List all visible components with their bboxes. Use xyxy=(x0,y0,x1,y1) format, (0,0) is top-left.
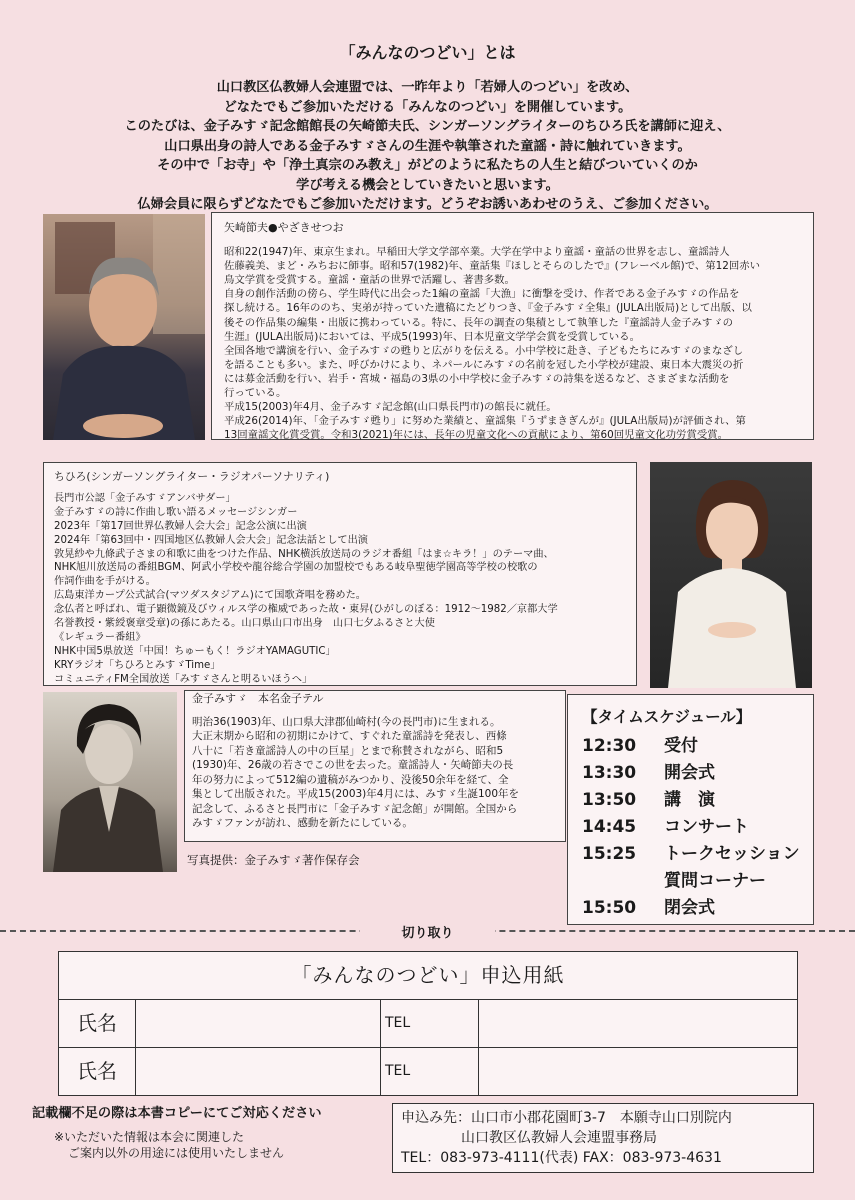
schedule-event: 講 演 xyxy=(664,790,715,810)
bio-line: 13回童謡文化賞受賞。令和3(2021)年には、長年の児童文化への貢献により、第60回児童文化功労賞受賞。 xyxy=(224,429,729,442)
tel-label: TEL xyxy=(381,1048,479,1095)
schedule-event: トークセッション xyxy=(664,844,800,864)
bio-line: KRYラジオ「ちひろとみすゞTime」 xyxy=(54,659,221,671)
schedule-event: 開会式 xyxy=(664,763,715,783)
bio-line: 昭和22(1947)年、東京生まれ。早稲田大学文学部卒業。大学在学中より童謡・童話の世界を志し、童謡詩人 xyxy=(224,246,730,259)
bio-line: 探し続ける。16年ののち、実弟が持っていた遺稿にたどりつき、『金子みすゞ全集』(JULA出版局)として出版、以 xyxy=(224,302,752,315)
bio-line: 鳥文学賞を受賞する。童謡・童話の世界で活躍し、著書多数。 xyxy=(224,274,515,287)
intro-text xyxy=(40,78,815,215)
form-title: 「みんなのつどい」申込用紙 xyxy=(59,952,797,1000)
bio-line: (1930)年、26歳の若さでこの世を去った。童謡詩人・矢崎節夫の長 xyxy=(192,759,514,771)
tel-field[interactable] xyxy=(479,1048,797,1095)
time-schedule xyxy=(567,694,814,925)
contact-box xyxy=(392,1103,814,1173)
schedule-time: 15:25 xyxy=(582,844,637,864)
form-row xyxy=(59,1048,797,1095)
schedule-time: 12:30 xyxy=(582,736,637,756)
intro-line: 学び考える機会としていきたいと思います。 xyxy=(296,177,559,193)
name-field[interactable] xyxy=(136,1048,381,1095)
bio-line: 広島東洋カープ公式試合(マツダスタジアム)にて国歌斉唱を務めた。 xyxy=(54,590,366,602)
bio-line: 全国各地で講演を行い、金子みすゞの甦りと広がりを伝える。小中学校に赴き、子どもたちにみすゞのまなざし xyxy=(224,344,744,357)
bio-line: 作詞作曲を手がける。 xyxy=(54,576,156,588)
schedule-title: 【タイムスケジュール】 xyxy=(582,708,752,726)
intro-line: このたびは、金子みすゞ記念館館長の矢崎節夫氏、シンガーソングライターのちひろ氏を講師に迎え、 xyxy=(124,119,731,134)
schedule-item xyxy=(582,841,799,868)
copy-note: 記載欄不足の際は本書コピーにてご対応ください xyxy=(32,1106,322,1121)
bio-line: 大正末期から昭和の初期にかけて、すぐれた童謡詩を発表し、西條 xyxy=(192,730,507,742)
privacy-note-line: ご案内以外の用途には使用いたしません xyxy=(68,1146,285,1160)
schedule-item xyxy=(582,733,799,760)
bio-line: みすゞファンが訪れ、感動を新たにしている。 xyxy=(192,817,413,829)
application-form xyxy=(58,951,798,1096)
cut-label: 切り取り xyxy=(360,922,495,941)
yazaki-photo xyxy=(43,214,205,440)
bio-line: NHK中国5県放送「中国！ちゅーもく！ラジオYAMAGUTIC」 xyxy=(54,645,336,657)
chihiro-photo xyxy=(650,462,812,688)
bio-line: 念仏者と呼ばれ、電子顕微鏡及びウィルス学の権威であった故・東昇(ひがしのぼる：1912～1982／京都大学 xyxy=(54,604,558,616)
chihiro-name: ちひろ(シンガーソングライター・ラジオパーソナリティ) xyxy=(54,470,330,483)
bio-line: 後その作品集の編集・出版に携わっている。特に、長年の調査の集積として執筆した『童謡詩人金子みすゞの xyxy=(224,316,734,329)
contact-office: 山口教区仏教婦人会連盟事務局 xyxy=(461,1130,657,1146)
tel-label: TEL xyxy=(381,1000,479,1047)
schedule-item xyxy=(582,760,799,787)
bio-line: 自身の創作活動の傍ら、学生時代に出会った1編の童謡「大漁」に衝撃を受け、作者である金子みすゞの作品を xyxy=(224,288,740,301)
schedule-time: 14:45 xyxy=(582,817,637,837)
bio-line: 長門市公認「金子みすゞアンバサダー」 xyxy=(54,492,236,504)
contact-phone: TEL：083-973-4111(代表) FAX：083-973-4631 xyxy=(401,1150,722,1166)
intro-line: どなたでもご参加いただける「みんなのつどい」を開催しています。 xyxy=(223,99,632,115)
bio-line: 行っている。 xyxy=(224,387,287,400)
schedule-event: 受付 xyxy=(664,736,698,756)
bio-line: 佐藤義美、まど・みちおに師事。昭和57(1982)年、童話集『ほしとそらのしたで』(フレーベル館)で、第12回赤い xyxy=(224,260,761,273)
schedule-time: 15:50 xyxy=(582,898,637,918)
name-label: 氏名 xyxy=(59,1000,136,1047)
privacy-note xyxy=(54,1129,284,1161)
bio-line: 名誉教授・紫綬褒章受章)の孫にあたる。山口県山口市出身 山口七夕ふるさと大使 xyxy=(54,618,435,630)
bio-line: コミュニティFM全国放送「みすゞさんと明るいほうへ」 xyxy=(54,673,313,685)
bio-line: 集として出版された。平成15(2003)年4月には、みすゞ生誕100年を xyxy=(192,788,519,800)
schedule-event: 閉会式 xyxy=(664,898,715,918)
photo-credit: 写真提供：金子みすゞ著作保存会 xyxy=(187,853,360,867)
schedule-event: 質問コーナー xyxy=(664,871,766,891)
tel-field[interactable] xyxy=(479,1000,797,1047)
bio-line: 金子みすゞの詩に作曲し歌い語るメッセージシンガー xyxy=(54,506,298,518)
contact-address: 申込み先：山口市小郡花園町3-7 本願寺山口別院内 xyxy=(401,1110,732,1126)
yazaki-name: 矢崎節夫●やざきせつお xyxy=(224,221,344,234)
bio-line: 明治36(1903)年、山口県大津郡仙崎村(今の長門市)に生まれる。 xyxy=(192,715,501,728)
bio-line: 八十に「若き童謡詩人の中の巨星」とまで称賛されながら、昭和5 xyxy=(192,744,504,757)
intro-line: 山口県出身の詩人である金子みすゞさんの生涯や執筆された童謡・詩に触れていきます。 xyxy=(164,138,691,154)
schedule-item xyxy=(582,787,799,814)
schedule-item xyxy=(582,895,799,922)
schedule-item xyxy=(582,868,799,895)
bio-line: 平成26(2014)年、「金子みすゞ甦り」に努めた業績と、童謡集『うずまきぎんが』(JULA出版局)が評価され、第 xyxy=(224,415,746,428)
name-label: 氏名 xyxy=(59,1048,136,1095)
bio-line: 年の努力によって512編の遺稿がみつかり、没後50余年を経て、全 xyxy=(192,773,509,786)
page-heading: 「みんなのつどい」とは xyxy=(339,43,516,62)
chihiro-profile xyxy=(43,462,637,686)
bio-line: を語ることも多い。また、呼びかけにより、ネパールにみすゞの名前を冠した小学校が建設、東日本大震災の折 xyxy=(224,358,744,371)
misuzu-photo xyxy=(43,692,177,872)
misuzu-name: 金子みすゞ 本名金子テル xyxy=(192,692,324,705)
schedule-time: 13:30 xyxy=(582,763,637,783)
intro-line: 仏婦会員に限らずどなたでもご参加いただけます。どうぞお誘いあわせのうえ、ご参加ください。 xyxy=(137,197,718,212)
privacy-note-line: ※いただいた情報は本会に関連した xyxy=(54,1130,245,1144)
bio-line: 2023年「第17回世界仏教婦人会大会」記念公演に出演 xyxy=(54,520,307,532)
intro-line: その中で「お寺」や「浄土真宗のみ教え」がどのように私たちの人生と結びついていくのか xyxy=(157,158,698,173)
bio-line: 平成15(2003)年4月、金子みすゞ記念館(山口県長門市)の館長に就任。 xyxy=(224,401,557,414)
schedule-item xyxy=(582,814,799,841)
misuzu-profile xyxy=(192,692,560,831)
bio-line: NHK旭川放送局の番組BGM、阿武小学校や龍谷総合学園の加盟校でもある岐阜聖徳学園高等学校の校歌の xyxy=(54,562,538,574)
bio-line: 2024年「第63回中・四国地区仏教婦人会大会」記念法話として出演 xyxy=(54,534,368,546)
bio-line: 生涯』(JULA出版局)においては、平成5(1993)年、日本児童文学学会賞を受賞している。 xyxy=(224,330,640,343)
name-field[interactable] xyxy=(136,1000,381,1047)
schedule-time: 13:50 xyxy=(582,790,637,810)
form-row xyxy=(59,1000,797,1048)
bio-line: 記念して、ふるさと長門市に「金子みすゞ記念館」が開館。全国から xyxy=(192,802,518,815)
bio-line: 敦晃紗や九條武子さまの和歌に曲をつけた作品、NHK横浜放送局のラジオ番組「はま☆キラ！」のテーマ曲、 xyxy=(54,548,554,560)
yazaki-profile xyxy=(211,212,814,440)
bio-line: 《レギュラー番組》 xyxy=(54,631,146,643)
intro-line: 山口教区仏教婦人会連盟では、一昨年より「若婦人のつどい」を改め、 xyxy=(216,80,639,95)
schedule-event: コンサート xyxy=(664,817,749,837)
bio-line: には募金活動を行い、岩手・宮城・福島の3県の小中学校に金子みすゞの詩集を送るなど、さまざまな活動を xyxy=(224,372,730,385)
